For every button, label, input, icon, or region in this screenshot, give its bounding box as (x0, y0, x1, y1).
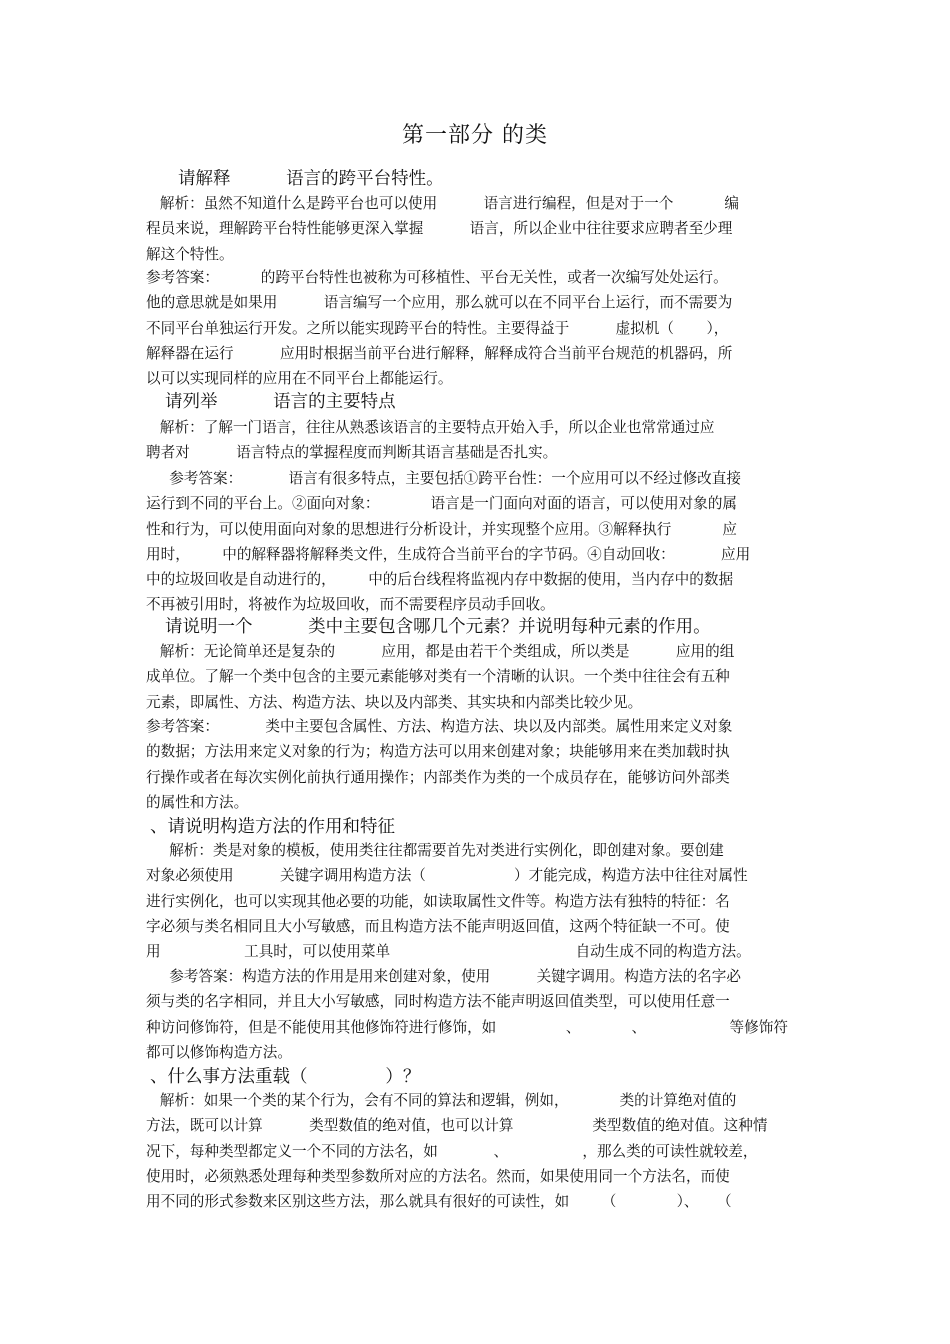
answer-paragraph: 参考答案： 的跨平台特性也被称为可移植性、平台无关性，或者一次编写处处运行。 他的意思就是如果用 语言编写一个应用，那么就可以在不同平台上运行，而不需要为 不同平台单独运行开发。之所以能实现跨平台的特性。主要得益于 虚拟机（ ）， 解释器在运行 应用时根据当前平台进行解释，解释成符合当前平台规范的机器码，所 以可以实现同样的应用在不同平台上都能运行。 (146, 269, 733, 388)
answer-paragraph: 解析：虽然不知道什么是跨平台也可以使用 语言进行编程，但是对于一个 编 程员来说，理解跨平台特性能够更深入掌握 语言，所以企业中往往要求应聘者至少理 解这个特性。 (146, 195, 739, 263)
question-3: 请说明一个 类中主要包含哪几个元素？并说明每种元素的作用。 (165, 617, 711, 637)
answer-paragraph: 解析：了解一门语言，往往从熟悉该语言的主要特点开始入手，所以企业也常常通过应 聘者对 语言特点的掌握程度而判断其语言基础是否扎实。 (146, 419, 715, 462)
answer-paragraph: 解析：类是对象的模板，使用类往往都需要首先对类进行实例化，即创建对象。要创建 对象必须使用 关键字调用构造方法（ ）才能完成，构造方法中往往对属性 进行实例化，也可以实现其他必要的功能，如读取属性文件等。构造方法有独特的特征：名 字必须与类名相同且大小写敏感，而且构造方法不能声明返回值，这两个特征缺一不可。使 用 工具时，可以使用菜单 自动生成不同的构造方法。 (146, 842, 751, 961)
answer-paragraph: 参考答案： 类中主要包含属性、方法、构造方法、块以及内部类。属性用来定义对象 的数据；方法用来定义对象的行为；构造方法可以用来创建对象；块能够用来在类加载时执 行操作或者在每次实例化前执行通用操作；内部类作为类的一个成员存在，能够访问外部类 的属性和方法。 (146, 718, 733, 811)
question-2: 请列举 语言的主要特点 (165, 392, 396, 412)
question-4: 、请说明构造方法的作用和特征 (150, 817, 395, 837)
answer-paragraph: 解析：如果一个类的某个行为，会有不同的算法和逻辑，例如， 类的计算绝对值的 方法，既可以计算 类型数值的绝对值，也可以计算 类型数值的绝对值。这种情 况下，每种类型都定义一个不同的方法名，如 、 ，那么类的可读性就较差， 使用时，必须熟悉处理每种类型参数所对应的方法名。然而，如果使用同一个方法名，而使 用不同的形式参数来区别这些方法，那么就具有很好的可读性，如 （ ）、 （ (146, 1092, 768, 1211)
question-5: 、什么事方法重载（ ）？ (150, 1067, 421, 1087)
page-title: 第一部分 的类 (402, 123, 548, 148)
answer-paragraph: 解析：无论简单还是复杂的 应用，都是由若干个类组成，所以类是 应用的组 成单位。了解一个类中包含的主要元素能够对类有一个清晰的认识。一个类中往往会有五种 元素，即属性、方法、构造方法、块以及内部类、其实块和内部类比较少见。 (146, 643, 735, 711)
answer-paragraph: 参考答案：构造方法的作用是用来创建对象，使用 关键字调用。构造方法的名字必 须与类的名字相同，并且大小写敏感，同时构造方法不能声明返回值类型，可以使用任意一 种访问修饰符，但是不能使用其他修饰符进行修饰，如 、 、 等修饰符 都可以修饰构造方法。 (146, 968, 788, 1061)
answer-paragraph: 参考答案： 语言有很多特点，主要包括①跨平台性：一个应用可以不经过修改直接 运行到不同的平台上。②面向对象： 语言是一门面向对面的语言，可以使用对象的属 性和行为，可以使用面向对象的思想进行分析设计，并实现整个应用。③解释执行 应 用时， 中的解释器将解释类文件，生成符合当前平台的字节码。④自动回收： 应用 中的垃圾回收是自动进行的， 中的后台线程将监视内存中数据的使用，当内存中的数据 不再被引用时，将被作为垃圾回收，而不需要程序员动手回收。 (146, 470, 751, 614)
question-1: 请解释 语言的跨平台特性。 (178, 169, 444, 189)
